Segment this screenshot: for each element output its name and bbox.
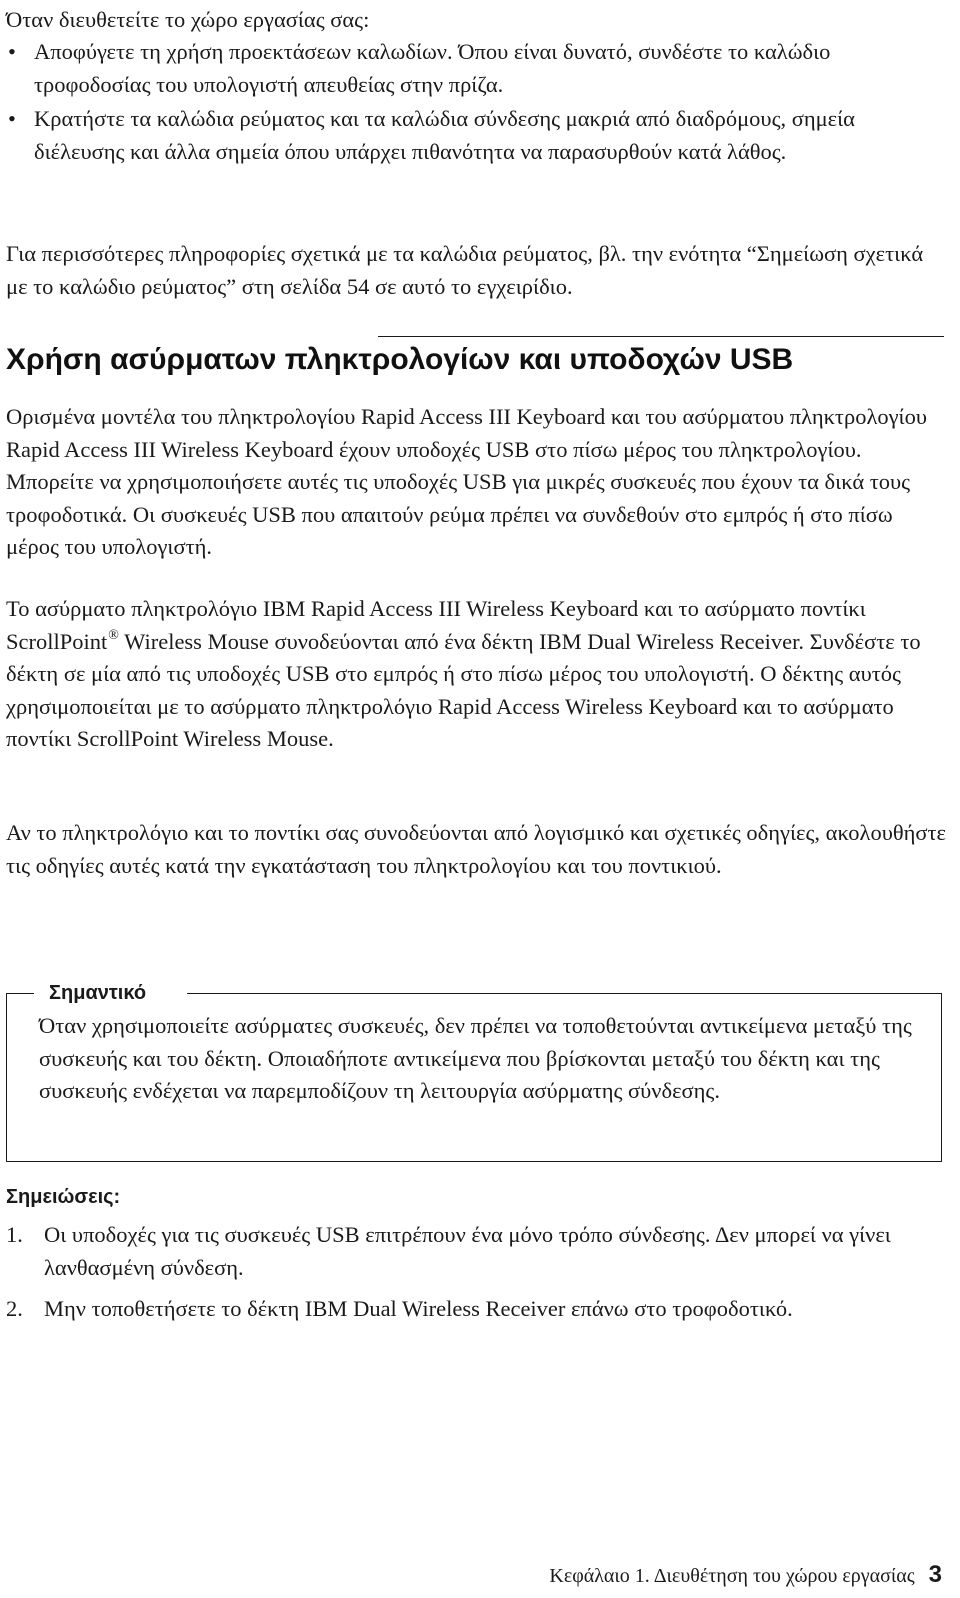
important-text: Όταν χρησιμοποιείτε ασύρματες συσκευές, δεν πρέπει να τοποθετούνται αντικείμενα μεταξύ της συσκευής και του δέκτη. Οποιαδήποτε αντικείμενα που βρίσκονται μεταξύ του δέκτη και της συσκευής ενδέχεται να παρεμποδίζουν τη λειτουργία ασύρματης σύνδεσης. [39,1013,912,1103]
more-info-paragraph: Για περισσότερες πληροφορίες σχετικά με τα καλώδια ρεύματος, βλ. την ενότητα “Σημείωση σχετικά με το καλώδιο ρεύματος” στη σελίδα 54 σε αυτό το εγχειρίδιο. [6,241,924,299]
bullet-icon: • [8,39,16,64]
chapter-title: Κεφάλαιο 1. Διευθέτηση του χώρου εργασίας [549,1565,915,1587]
important-box-border [6,993,34,994]
note-number: 2. [6,1296,23,1321]
section-heading: Χρήση ασύρματων πληκτρολογίων και υποδοχών USB [6,343,794,376]
notes-label: Σημειώσεις: [6,1186,121,1208]
receiver-paragraph-part2: Wireless Mouse συνοδεύονται από ένα δέκτη IBM Dual Wireless Receiver. Συνδέστε το δέκτη σε μία από τις υποδοχές USB στο εμπρός ή στο πίσω μέρος του υπολογιστή. Ο δέκτης αυτός χρησιμοποιείται με το ασύρματο πληκτρολόγιο Rapid Access Wireless Keyboard και το ασύρματο ποντίκι ScrollPoint Wireless Mouse. [6,628,921,751]
note-item [6,1219,950,1284]
note-number: 1. [6,1222,23,1247]
bullet-list [6,36,946,170]
page-number: 3 [928,1561,942,1588]
bullet-text: Αποφύγετε τη χρήση προεκτάσεων καλωδίων. Όπου είναι δυνατό, συνδέστε το καλώδιο τροφοδοσίας του υπολογιστή απευθείας στην πρίζα. [34,39,831,97]
bullet-item [6,103,946,168]
section-divider [378,336,944,337]
note-item [6,1293,950,1326]
receiver-paragraph [6,593,950,756]
intro-text: Όταν διευθετείτε το χώρο εργασίας σας: [6,7,370,32]
bullet-item [6,36,946,101]
bullet-text: Κρατήστε τα καλώδια ρεύματος και τα καλώδια σύνδεσης μακριά από διαδρόμους, σημεία διέλευσης και άλλα σημεία όπου υπάρχει πιθανότητα να παρασυρθούν κατά λάθος. [34,106,855,164]
page-footer [549,1561,942,1590]
important-box [6,982,942,1162]
note-text: Μην τοποθετήσετε το δέκτη IBM Dual Wireless Receiver επάνω στο τροφοδοτικό. [44,1296,793,1321]
important-box-border [187,993,942,994]
important-label: Σημαντικό [49,980,150,1006]
bullet-icon: • [8,106,16,131]
registered-mark: ® [108,627,119,643]
note-text: Οι υποδοχές για τις συσκευές USB επιτρέπουν ένα μόνο τρόπο σύνδεσης. Δεν μπορεί να γίνει λανθασμένη σύνδεση. [44,1222,891,1280]
software-paragraph: Αν το πληκτρολόγιο και το ποντίκι σας συνοδεύονται από λογισμικό και σχετικές οδηγίες, ακολουθήστε τις οδηγίες αυτές κατά την εγκατάσταση του πληκτρολογίου και του ποντικιού. [6,820,947,878]
receiver-paragraph-part1: Το ασύρματο πληκτρολόγιο IBM Rapid Access III Wireless Keyboard και το ασύρματο ποντίκι ScrollPoint [6,596,866,654]
notes-list [6,1219,950,1335]
usb-paragraph: Ορισμένα μοντέλα του πληκτρολογίου Rapid Access III Keyboard και του ασύρματου πληκτρολογίου Rapid Access III Wireless Keyboard έχουν υποδοχές USB στο πίσω μέρος του πληκτρολογίου. Μπορείτε να χρησιμοποιήσετε αυτές τις υποδοχές USB για μικρές συσκευές που έχουν τα δικά τους τροφοδοτικά. Οι συσκευές USB που απαιτούν ρεύμα πρέπει να συνδεθούν στο εμπρός ή στο πίσω μέρος του υπολογιστή. [6,404,927,559]
